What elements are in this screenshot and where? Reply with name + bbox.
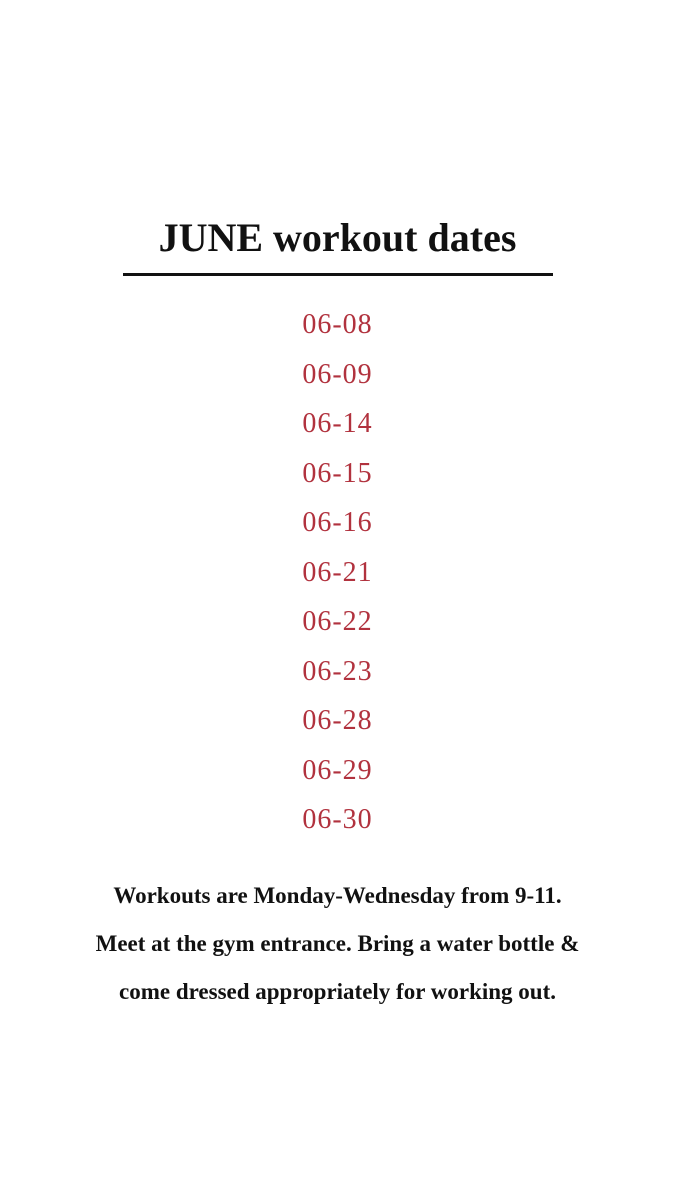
date-item: 06-15 [302, 457, 373, 489]
workout-instructions: Workouts are Monday-Wednesday from 9-11. Meet at the gym entrance. Bring a water bottle & come dressed appropriately for working out. [95, 883, 580, 1004]
page-title: JUNE workout dates [158, 215, 517, 260]
title-underline [123, 273, 553, 276]
date-item: 06-30 [302, 804, 373, 835]
date-item: 06-16 [302, 507, 373, 538]
date-item: 06-14 [302, 408, 373, 439]
date-item: 06-09 [302, 358, 373, 390]
date-item: 06-28 [302, 705, 373, 736]
date-item: 06-29 [302, 754, 373, 786]
workout-dates-list [0, 300, 675, 845]
date-item: 06-08 [302, 309, 373, 340]
date-item: 06-23 [302, 655, 373, 687]
date-item: 06-21 [302, 556, 373, 588]
date-item: 06-22 [302, 606, 373, 637]
